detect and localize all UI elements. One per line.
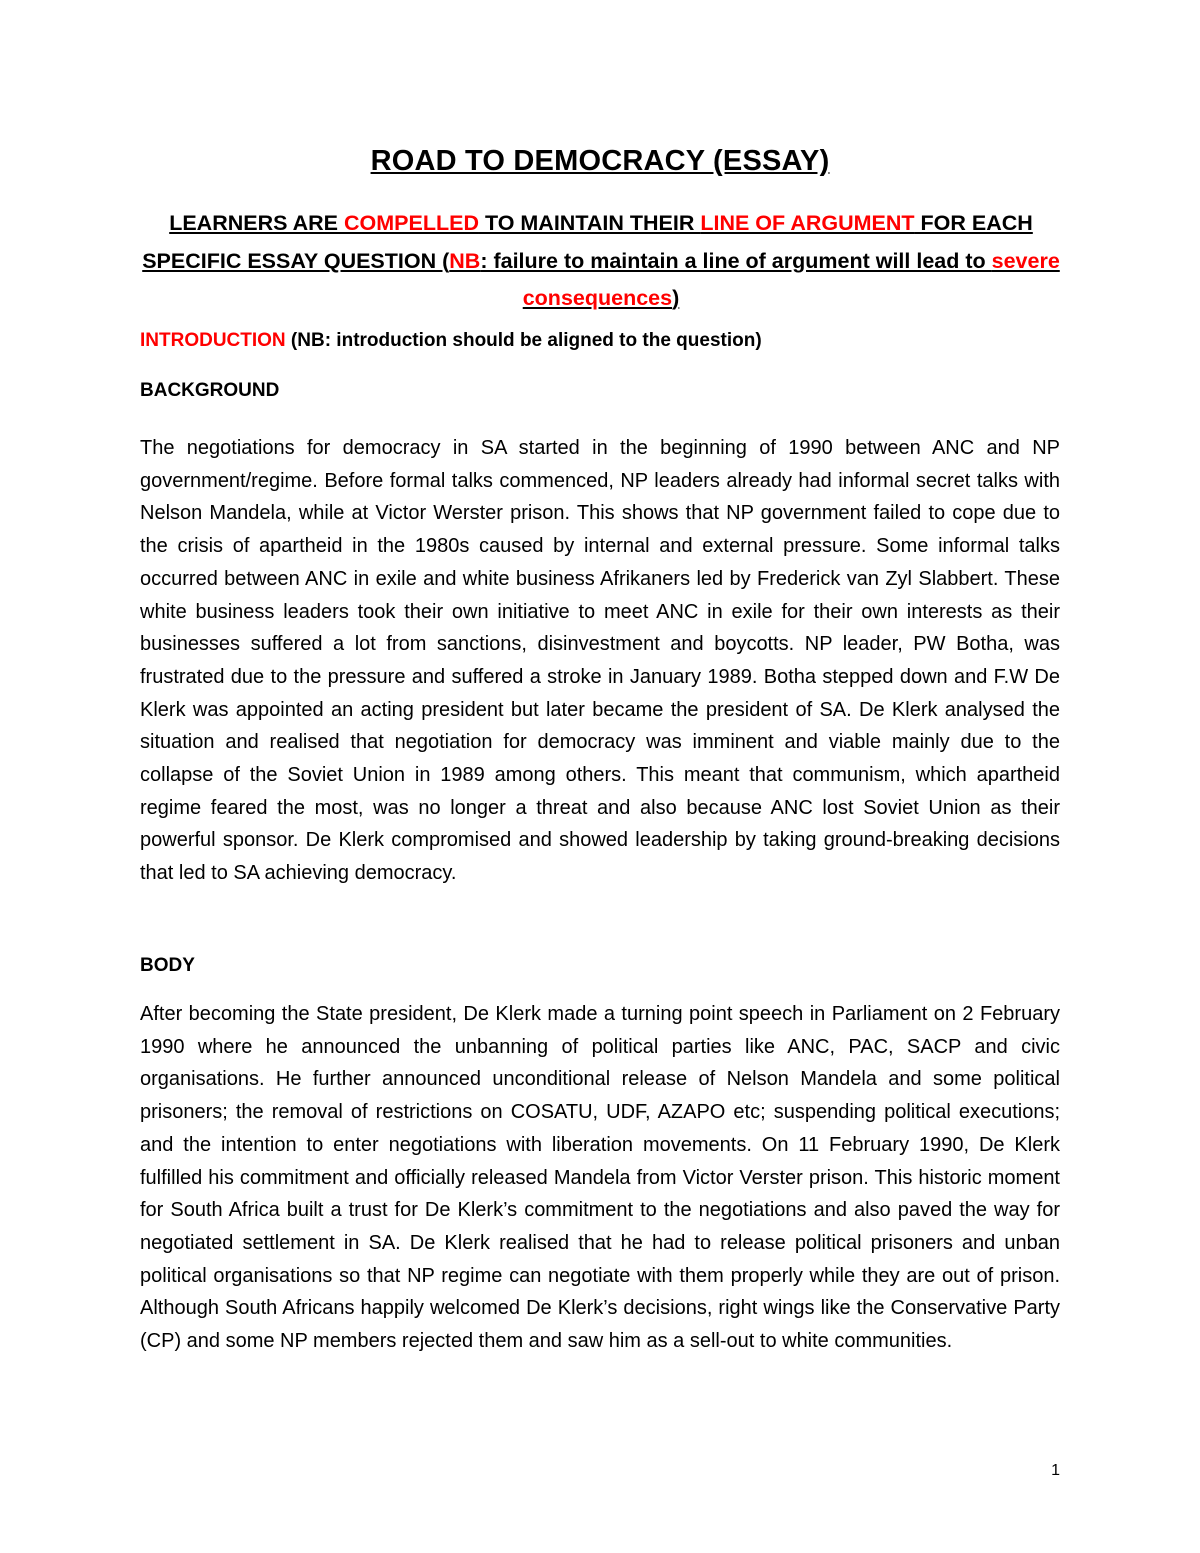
background-heading: BACKGROUND <box>140 380 280 401</box>
instruction-severe-consequences: severe consequences <box>522 248 1060 310</box>
instruction-text-3: FOR EACH SPECIFIC ESSAY QUESTION ( <box>142 211 1033 273</box>
introduction-label: INTRODUCTION <box>140 330 286 351</box>
page-number: 1 <box>1051 1462 1060 1479</box>
introduction-note: (NB: introduction should be aligned to the question) <box>285 330 762 351</box>
instruction-text-2: TO MAINTAIN THEIR <box>478 211 701 235</box>
body-paragraph: After becoming the State president, De Klerk made a turning point speech in Parliament on 2 February 1990 where he announced the unbanning of political parties like ANC, PAC, SACP and civic organisations. He further announced unconditional release of Nelson Mandela and some political prisoners; the removal of restrictions on COSATU, UDF, AZAPO etc; suspending political executions; and the intention to enter negotiations with liberation movements. On 11 February 1990, De Klerk fulfilled his commitment and officially released Mandela from Victor Verster prison. This historic moment for South Africa built a trust for De Klerk’s commitment to the negotiations and also paved the way for negotiated settlement in SA. De Klerk realised that he had to release political prisoners and unban political organisations so that NP regime can negotiate with them properly while they are out of prison. Although South Africans happily welcomed De Klerk’s decisions, right wings like the Conservative Party (CP) and some NP members rejected them and saw him as a sell-out to white communities. <box>140 1003 1060 1353</box>
instruction-text-4: : failure to maintain a line of argument will lead to <box>480 248 992 273</box>
instruction-text-5: ) <box>672 286 680 310</box>
introduction-line <box>140 330 762 352</box>
instruction-line-of-argument: LINE OF ARGUMENT <box>700 211 915 235</box>
background-paragraph: The negotiations for democracy in SA started in the beginning of 1990 between ANC and NP government/regime. Before formal talks commenced, NP leaders already had informal secret talks with Nelson Mandela, while at Victor Werster prison. This shows that NP government failed to cope due to the crisis of apartheid in the 1980s caused by internal and external pressure. Some informal talks occurred between ANC in exile and white business Afrikaners led by Frederick van Zyl Slabbert. These white business leaders took their own initiative to meet ANC in exile for their own interests as their businesses suffered a lot from sanctions, disinvestment and boycotts. NP leader, PW Botha, was frustrated due to the pressure and suffered a stroke in January 1989. Botha stepped down and F.W De Klerk was appointed an acting president but later became the president of SA. De Klerk analysed the situation and realised that negotiation for democracy was imminent and viable mainly due to the collapse of the Soviet Union in 1989 among others. This meant that communism, which apartheid regime feared the most, was no longer a threat and also because ANC lost Soviet Union as their powerful sponsor. De Klerk compromised and showed leadership by taking ground-breaking decisions that led to SA achieving democracy. <box>140 437 1060 885</box>
instruction-compelled: COMPELLED <box>344 211 479 235</box>
instruction-nb: NB <box>449 248 481 273</box>
document-title: ROAD TO DEMOCRACY (ESSAY) <box>370 145 830 177</box>
body-heading: BODY <box>140 955 195 976</box>
instruction-text-1: LEARNERS ARE <box>169 211 344 235</box>
instruction-banner <box>140 205 1062 318</box>
